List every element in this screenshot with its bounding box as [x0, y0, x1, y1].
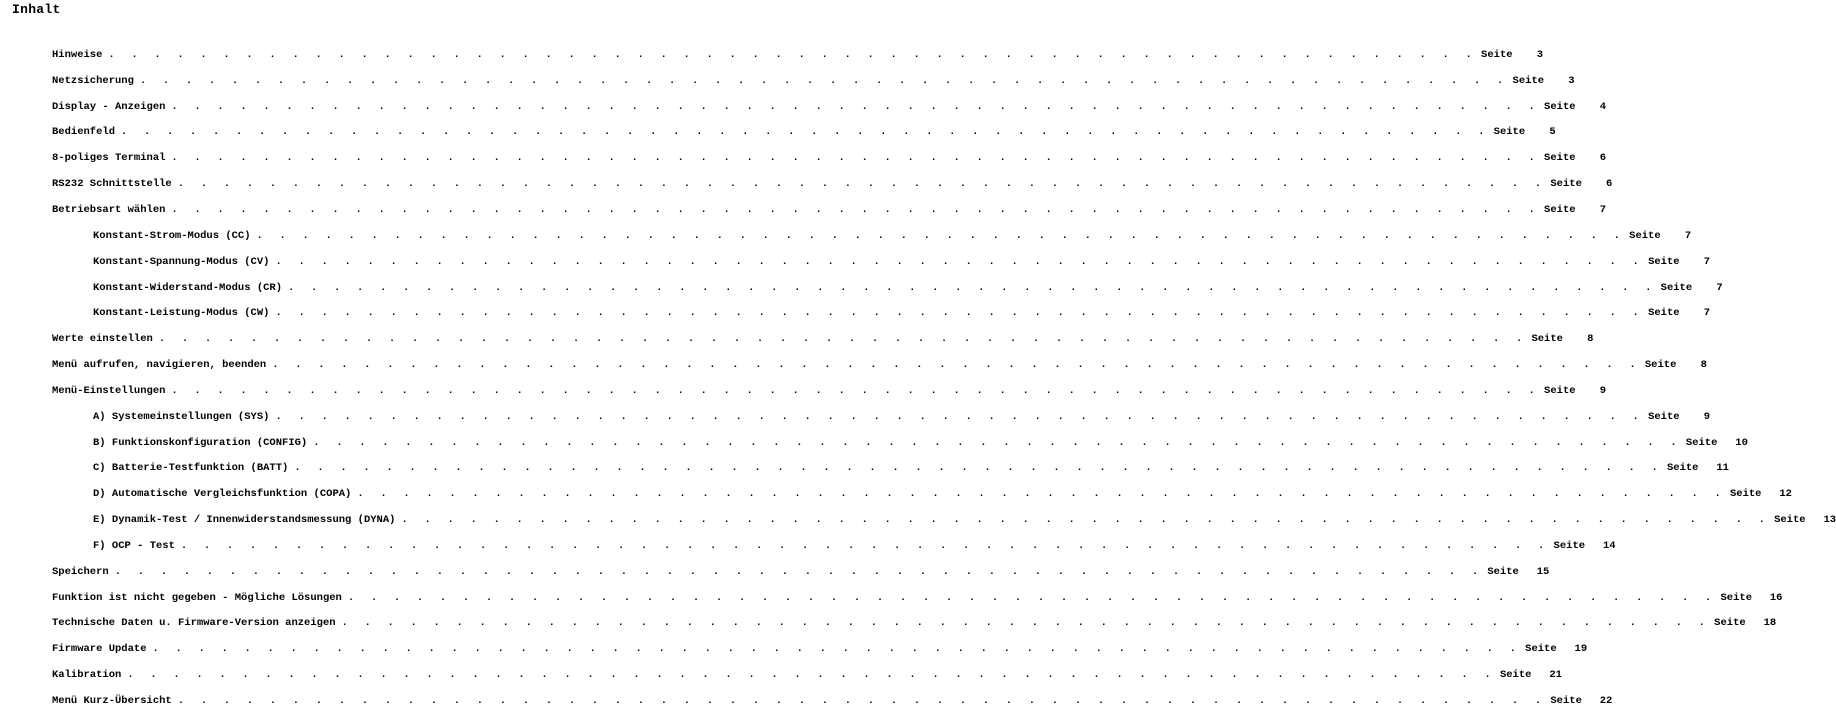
toc-entry-page-label: Seite: [1648, 307, 1680, 320]
dot-leader: . . . . . . . . . . . . . . . . . . . . . . . . . . . . . . . . . . . . . . . . . . . . . . . . . . . . . . . . . . . .: [313, 436, 1682, 449]
toc-entry[interactable]: [0, 404, 1711, 430]
toc-entry-title: Speichern: [52, 566, 115, 578]
toc-entry[interactable]: [0, 662, 1562, 688]
toc-entry-page-number: 5: [1549, 126, 1556, 139]
toc-entry-title: Betriebsart wählen: [52, 204, 171, 216]
table-of-contents: [0, 42, 1836, 714]
dot-leader: . . . . . . . . . . . . . . . . . . . . . . . . . . . . . . . . . . . . . . . . . . . . . . . . . . . . . . . . . . . .: [288, 281, 1657, 294]
toc-entry-title: Konstant-Strom-Modus (CC): [93, 230, 257, 242]
dot-leader: . . . . . . . . . . . . . . . . . . . . . . . . . . . . . . . . . . . . . . . . . . . . . . . . . . . . . . . . . . . .: [177, 695, 1547, 708]
toc-entry-page-number: 7: [1703, 307, 1711, 320]
toc-entry-title: Konstant-Leistung-Modus (CW): [93, 307, 275, 319]
dot-leader: . . . . . . . . . . . . . . . . . . . . . . . . . . . . . . . . . . . . . . . . . . . . . . . . . . . . . . . . . . . .: [171, 100, 1541, 113]
toc-entry-title: Funktion ist nicht gegeben - Mögliche Lösungen: [52, 592, 348, 604]
toc-entry-title: RS232 Schnittstelle: [52, 178, 178, 190]
toc-entry-page-number: 16: [1769, 591, 1783, 604]
toc-entry-title: Hinweise: [52, 49, 108, 61]
dot-leader: . . . . . . . . . . . . . . . . . . . . . . . . . . . . . . . . . . . . . . . . . . . . . . . . . . . . . . . . . . . .: [256, 229, 1626, 242]
dot-leader: . . . . . . . . . . . . . . . . . . . . . . . . . . . . . . . . . . . . . . . . . . . . . . . . . . . . . . . . . . . .: [171, 203, 1541, 216]
toc-entry-page-label: Seite: [1648, 410, 1680, 423]
toc-entry-page-number: 14: [1602, 539, 1616, 552]
toc-entry-page-label: Seite: [1720, 591, 1752, 604]
dot-leader: . . . . . . . . . . . . . . . . . . . . . . . . . . . . . . . . . . . . . . . . . . . . . . . . . . . . . . . . . . . .: [275, 307, 1645, 320]
toc-entry-page-number: 18: [1763, 617, 1777, 630]
toc-entry-page-number: 9: [1703, 410, 1711, 423]
toc-entry-title: Werte einstellen: [52, 333, 159, 345]
toc-entry-page-number: 19: [1574, 643, 1588, 656]
dot-leader: . . . . . . . . . . . . . . . . . . . . . . . . . . . . . . . . . . . . . . . . . . . . . . . . . . . . . . . . . . . .: [275, 255, 1645, 268]
dot-leader: . . . . . . . . . . . . . . . . . . . . . . . . . . . . . . . . . . . . . . . . . . . . . . . . . . . . . . . . . . . .: [347, 591, 1717, 604]
page-title: Inhalt: [12, 2, 61, 17]
toc-entry-page-label: Seite: [1525, 643, 1557, 656]
toc-entry[interactable]: [0, 94, 1607, 120]
toc-entry-title: Firmware Update: [52, 643, 153, 655]
toc-entry[interactable]: [0, 507, 1836, 533]
toc-entry-page-label: Seite: [1487, 565, 1519, 578]
dot-leader: . . . . . . . . . . . . . . . . . . . . . . . . . . . . . . . . . . . . . . . . . . . . . . . . . . . . . . . . . . . .: [171, 152, 1541, 165]
dot-leader: . . . . . . . . . . . . . . . . . . . . . . . . . . . . . . . . . . . . . . . . . . . . . . . . . . . . . . . . . . . .: [341, 617, 1711, 630]
toc-entry-title: Konstant-Spannung-Modus (CV): [93, 256, 275, 268]
toc-entry-page-number: 22: [1599, 695, 1613, 708]
toc-entry[interactable]: [0, 585, 1783, 611]
toc-entry-page-label: Seite: [1660, 281, 1693, 294]
toc-entry[interactable]: [0, 533, 1616, 559]
toc-entry-title: B) Funktionskonfiguration (CONFIG): [93, 437, 313, 449]
toc-entry-title: E) Dynamik-Test / Innenwiderstandsmessung (DYNA): [93, 514, 401, 526]
toc-entry[interactable]: [0, 42, 1544, 68]
toc-entry-title: Technische Daten u. Firmware-Version anzeigen: [52, 617, 342, 629]
toc-entry-page-label: Seite: [1550, 695, 1582, 708]
toc-entry-title: Menü Kurz-Übersicht: [52, 695, 178, 707]
dot-leader: . . . . . . . . . . . . . . . . . . . . . . . . . . . . . . . . . . . . . . . . . . . . . . . . . . . . . . . . . . . .: [272, 359, 1641, 372]
toc-entry-page-label: Seite: [1774, 514, 1806, 527]
toc-entry-page-label: Seite: [1550, 178, 1582, 191]
toc-entry-page-number: 9: [1599, 384, 1607, 397]
toc-entry-page-label: Seite: [1544, 384, 1576, 397]
toc-entry-page-label: Seite: [1499, 669, 1532, 682]
toc-entry-page-number: 8: [1700, 359, 1707, 372]
toc-entry-page-number: 7: [1599, 203, 1607, 216]
dot-leader: . . . . . . . . . . . . . . . . . . . . . . . . . . . . . . . . . . . . . . . . . . . . . . . . . . . . . . . . . . . .: [401, 514, 1771, 527]
dot-leader: . . . . . . . . . . . . . . . . . . . . . . . . . . . . . . . . . . . . . . . . . . . . . . . . . . . . . . . . . . . .: [158, 333, 1528, 346]
toc-entry[interactable]: [0, 326, 1594, 352]
toc-entry-title: Bedienfeld: [52, 126, 121, 138]
toc-entry[interactable]: [0, 249, 1711, 275]
dot-leader: . . . . . . . . . . . . . . . . . . . . . . . . . . . . . . . . . . . . . . . . . . . . . . . . . . . . . . . . . . . .: [152, 643, 1522, 656]
toc-entry-page-label: Seite: [1544, 152, 1576, 165]
toc-entry-page-number: 11: [1716, 462, 1729, 475]
toc-entry-page-label: Seite: [1685, 436, 1718, 449]
toc-entry[interactable]: [0, 688, 1613, 714]
toc-entry-page-label: Seite: [1629, 229, 1661, 242]
toc-entry[interactable]: [0, 456, 1729, 482]
toc-entry[interactable]: [0, 68, 1575, 94]
toc-entry[interactable]: [0, 223, 1692, 249]
toc-entry[interactable]: [0, 275, 1723, 301]
toc-entry-page-number: 4: [1599, 100, 1607, 113]
toc-entry-page-label: Seite: [1666, 462, 1699, 475]
toc-entry-title: A) Systemeinstellungen (SYS): [93, 411, 275, 423]
toc-entry-title: C) Batterie-Testfunktion (BATT): [93, 462, 294, 474]
toc-entry-page-label: Seite: [1644, 359, 1677, 372]
toc-entry-page-number: 7: [1703, 255, 1711, 268]
toc-entry-page-label: Seite: [1714, 617, 1746, 630]
toc-entry[interactable]: [0, 559, 1550, 585]
dot-leader: . . . . . . . . . . . . . . . . . . . . . . . . . . . . . . . . . . . . . . . . . . . . . . . . . . . . . . . . . . . .: [180, 539, 1550, 552]
dot-leader: . . . . . . . . . . . . . . . . . . . . . . . . . . . . . . . . . . . . . . . . . . . . . . . . . . . . . . . . . . . .: [114, 565, 1484, 578]
toc-entry-title: Display - Anzeigen: [52, 101, 171, 113]
dot-leader: . . . . . . . . . . . . . . . . . . . . . . . . . . . . . . . . . . . . . . . . . . . . . . . . . . . . . . . . . . . .: [275, 410, 1645, 423]
toc-entry-page-number: 13: [1823, 514, 1836, 527]
toc-entry-title: F) OCP - Test: [93, 540, 181, 552]
toc-entry-page-label: Seite: [1648, 255, 1680, 268]
dot-leader: . . . . . . . . . . . . . . . . . . . . . . . . . . . . . . . . . . . . . . . . . . . . . . . . . . . . . . . . . . . .: [121, 126, 1490, 139]
toc-entry-title: Netzsicherung: [52, 75, 140, 87]
toc-entry[interactable]: [0, 197, 1607, 223]
dot-leader: . . . . . . . . . . . . . . . . . . . . . . . . . . . . . . . . . . . . . . . . . . . . . . . . . . . . . . . . . . . .: [108, 48, 1478, 61]
toc-entry-title: Menü aufrufen, navigieren, beenden: [52, 359, 272, 371]
toc-entry-page-label: Seite: [1544, 100, 1576, 113]
toc-entry[interactable]: [0, 120, 1556, 146]
dot-leader: . . . . . . . . . . . . . . . . . . . . . . . . . . . . . . . . . . . . . . . . . . . . . . . . . . . . . . . . . . . .: [357, 488, 1726, 501]
toc-entry-page-label: Seite: [1531, 333, 1563, 346]
toc-entry-page-label: Seite: [1512, 74, 1545, 87]
toc-entry-page-number: 6: [1606, 178, 1613, 191]
dot-leader: . . . . . . . . . . . . . . . . . . . . . . . . . . . . . . . . . . . . . . . . . . . . . . . . . . . . . . . . . . . .: [294, 462, 1663, 475]
toc-entry-page-number: 7: [1684, 229, 1692, 242]
toc-entry-page-number: 7: [1716, 281, 1723, 294]
dot-leader: . . . . . . . . . . . . . . . . . . . . . . . . . . . . . . . . . . . . . . . . . . . . . . . . . . . . . . . . . . . .: [127, 669, 1496, 682]
toc-entry-title: D) Automatische Vergleichsfunktion (COPA): [93, 488, 357, 500]
toc-entry-page-number: 8: [1587, 333, 1594, 346]
toc-entry[interactable]: [0, 481, 1792, 507]
dot-leader: . . . . . . . . . . . . . . . . . . . . . . . . . . . . . . . . . . . . . . . . . . . . . . . . . . . . . . . . . . . .: [171, 384, 1541, 397]
toc-entry-page-number: 10: [1735, 436, 1748, 449]
toc-entry-title: Menü-Einstellungen: [52, 385, 171, 397]
toc-entry-page-label: Seite: [1493, 126, 1526, 139]
toc-entry[interactable]: [0, 378, 1607, 404]
toc-entry-title: 8-poliges Terminal: [52, 152, 171, 164]
toc-entry[interactable]: [0, 171, 1613, 197]
toc-entry-page-number: 21: [1549, 669, 1562, 682]
toc-entry-page-label: Seite: [1544, 203, 1576, 216]
toc-entry[interactable]: [0, 145, 1607, 171]
toc-entry-title: Kalibration: [52, 669, 127, 681]
toc-entry[interactable]: [0, 636, 1588, 662]
toc-entry-page-number: 15: [1536, 565, 1550, 578]
toc-entry-page-label: Seite: [1729, 488, 1762, 501]
toc-entry-page-number: 6: [1599, 152, 1607, 165]
toc-entry[interactable]: [0, 611, 1777, 637]
toc-entry-title: Konstant-Widerstand-Modus (CR): [93, 282, 288, 294]
toc-entry[interactable]: [0, 300, 1711, 326]
toc-entry[interactable]: [0, 430, 1748, 456]
dot-leader: . . . . . . . . . . . . . . . . . . . . . . . . . . . . . . . . . . . . . . . . . . . . . . . . . . . . . . . . . . . .: [139, 74, 1509, 87]
toc-entry-page-label: Seite: [1481, 48, 1513, 61]
dot-leader: . . . . . . . . . . . . . . . . . . . . . . . . . . . . . . . . . . . . . . . . . . . . . . . . . . . . . . . . . . . .: [177, 178, 1547, 191]
toc-entry-page-number: 3: [1568, 74, 1575, 87]
toc-entry-page-number: 12: [1779, 488, 1792, 501]
toc-entry[interactable]: [0, 352, 1707, 378]
toc-entry-page-label: Seite: [1553, 539, 1586, 552]
toc-entry-page-number: 3: [1536, 48, 1544, 61]
